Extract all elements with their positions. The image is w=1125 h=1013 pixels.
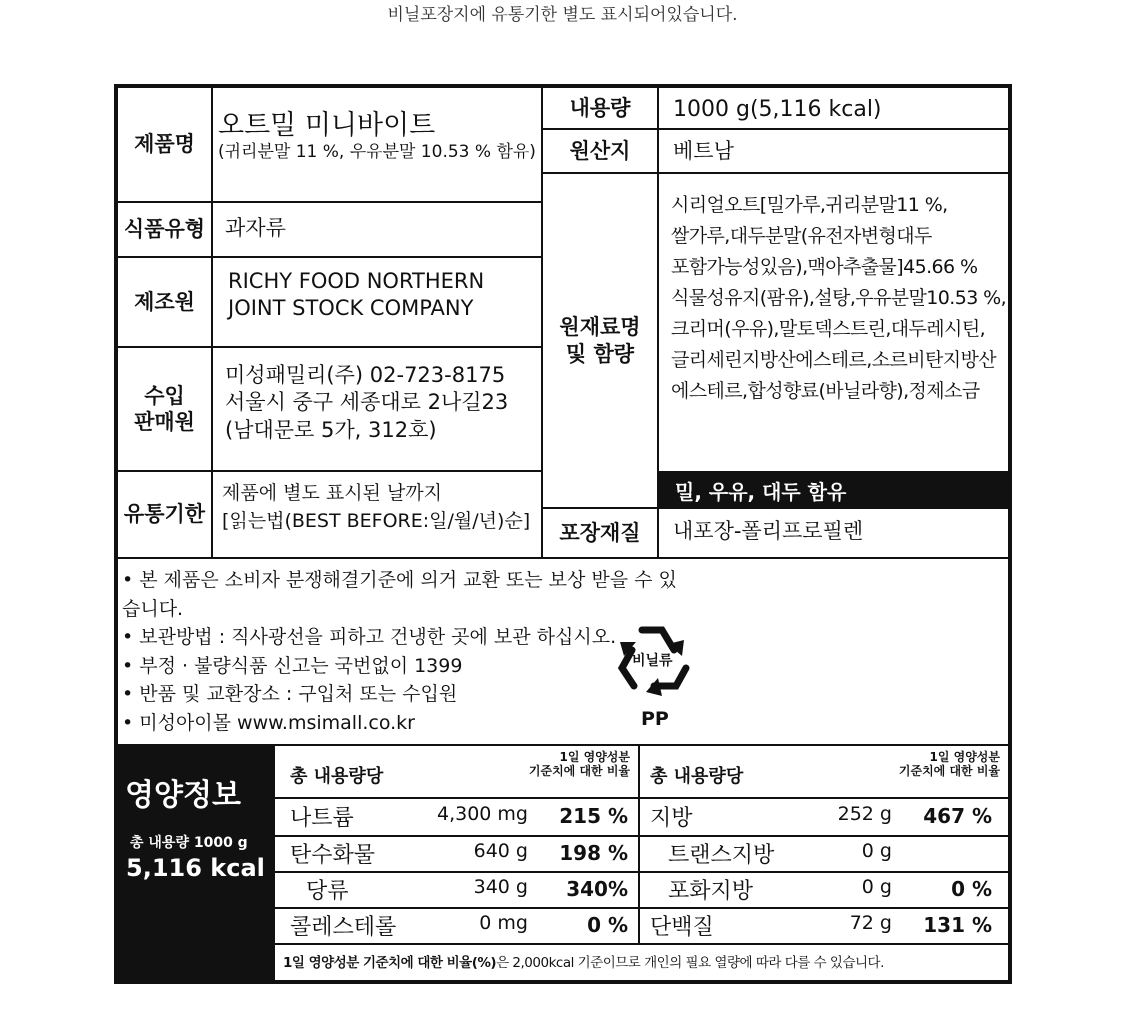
product-name-label: 제품명 bbox=[134, 132, 195, 157]
nutrient-name: 당류 bbox=[306, 879, 349, 904]
nutrition-title: 영양정보 bbox=[125, 778, 241, 813]
nutrient-percent: 0 % bbox=[951, 877, 992, 901]
ingredients-line: 글리세린지방산에스테르,소르비탄지방산 bbox=[671, 349, 997, 371]
nutrient-amount: 640 g bbox=[473, 840, 528, 862]
expiry-line1: 제품에 별도 표시된 날까지 bbox=[222, 482, 443, 504]
footnote-rest: 은 2,000kcal 기준이므로 개인의 필요 열량에 따라 다를 수 있습니다. bbox=[496, 955, 884, 971]
note-item: • 본 제품은 소비자 분쟁해결기준에 의거 교환 또는 보상 받을 수 있습니다. bbox=[122, 569, 677, 620]
ingredients-line: 시리얼오트[밀가루,귀리분말11 %, bbox=[671, 194, 948, 216]
nutrient-percent: 215 % bbox=[559, 804, 628, 828]
ingredients-line: 포함가능성있음),맥아추출물]45.66 % bbox=[671, 256, 978, 278]
ingredients-label-line1: 원재료명 bbox=[559, 315, 641, 340]
nutrient-name: 트랜스지방 bbox=[668, 843, 775, 868]
nutrient-name: 단백질 bbox=[650, 915, 714, 940]
maker-line1: RICHY FOOD NORTHERN bbox=[228, 269, 485, 293]
nutrient-percent: 131 % bbox=[923, 913, 992, 937]
expiry-value bbox=[222, 480, 530, 535]
importer-label-line1: 수입 bbox=[144, 383, 185, 408]
ingredients-line: 에스테르,합성향료(바닐라향),정제소금 bbox=[671, 380, 980, 402]
product-name-value bbox=[218, 110, 540, 165]
nutrition-footnote bbox=[283, 951, 1005, 971]
nutrient-amount: 340 g bbox=[473, 876, 528, 898]
nutrient-name: 나트륨 bbox=[290, 806, 354, 831]
per-total-label-left: 총 내용량당 bbox=[290, 766, 384, 787]
ingredients-line: 크리머(우유),말토덱스트린,대두레시틴, bbox=[671, 318, 986, 340]
nutrient-percent: 0 % bbox=[587, 913, 628, 937]
food-type-label: 식품유형 bbox=[123, 217, 206, 242]
importer-value bbox=[225, 362, 508, 444]
recycle-code: PP bbox=[641, 708, 669, 730]
food-type-value: 과자류 bbox=[225, 216, 286, 240]
importer-line2: 서울시 중구 세종대로 2나길23 bbox=[225, 390, 509, 415]
maker-value bbox=[228, 268, 484, 323]
importer-label bbox=[118, 348, 211, 470]
allergen-banner: 밀, 우유, 대두 함유 bbox=[659, 471, 1008, 507]
origin-value: 베트남 bbox=[673, 139, 734, 163]
recycle-inner-label: 비닐류 bbox=[632, 653, 673, 669]
nutrient-percent: 467 % bbox=[923, 804, 992, 828]
expiry-label: 유통기한 bbox=[123, 502, 206, 527]
note-item: • 반품 및 교환장소 : 구입처 또는 수입원 bbox=[122, 683, 458, 705]
daily-line2: 기준치에 대한 비율 bbox=[528, 764, 630, 779]
nutrient-name: 탄수화물 bbox=[290, 843, 376, 868]
product-name-main: 오트밀 미니바이트 bbox=[218, 110, 436, 141]
top-note: 비닐포장지에 유통기한 별도 표시되어있습니다. bbox=[387, 5, 738, 25]
packaging-value: 내포장-폴리프로필렌 bbox=[673, 519, 864, 543]
expiry-line2: [읽는법(BEST BEFORE:일/월/년)순] bbox=[222, 509, 531, 532]
note-item: • 부정 · 불량식품 신고는 국번없이 1399 bbox=[122, 654, 463, 677]
notes-list bbox=[122, 566, 682, 737]
nutrient-percent: 198 % bbox=[559, 841, 628, 865]
daily-line2: 기준치에 대한 비율 bbox=[898, 764, 1000, 779]
nutrient-name: 포화지방 bbox=[668, 879, 754, 904]
nutrient-amount: 252 g bbox=[837, 803, 892, 825]
footnote-bold: 1일 영양성분 기준치에 대한 비율(%) bbox=[283, 955, 497, 971]
nutrient-amount: 72 g bbox=[849, 912, 892, 934]
ingredients-label-line2: 및 함량 bbox=[565, 341, 635, 366]
importer-line1: 미성패밀리(주) 02-723-8175 bbox=[225, 363, 506, 387]
note-item: • 보관방법 : 직사광선을 피하고 건냉한 곳에 보관 하십시오. bbox=[122, 626, 617, 648]
nutrient-name: 콜레스테롤 bbox=[290, 915, 397, 940]
ingredients-label bbox=[543, 174, 657, 507]
ingredients-line: 쌀가루,대두분말(유전자변형대두 bbox=[671, 225, 932, 247]
importer-line3: (남대문로 5가, 312호) bbox=[225, 417, 437, 442]
daily-value-header-left bbox=[460, 750, 630, 779]
nutrition-total-kcal: 5,116 kcal bbox=[126, 854, 265, 882]
nutrient-name: 지방 bbox=[650, 806, 693, 831]
daily-value-header-right bbox=[830, 750, 1000, 779]
product-name-sub: (귀리분말 11 %, 우유분말 10.53 % 함유) bbox=[218, 142, 536, 163]
volume-label: 내용량 bbox=[569, 95, 631, 120]
nutrition-total-label: 총 내용량 1000 g bbox=[130, 835, 248, 851]
packaging-label: 포장재질 bbox=[559, 520, 641, 545]
origin-label: 원산지 bbox=[569, 138, 631, 163]
maker-label: 제조원 bbox=[134, 289, 195, 314]
nutrient-amount: 0 g bbox=[861, 876, 892, 898]
nutrition-panel bbox=[118, 746, 275, 980]
ingredients-list bbox=[671, 190, 1006, 407]
maker-line2: JOINT STOCK COMPANY bbox=[228, 296, 474, 321]
ingredients-line: 식물성유지(팜유),설탕,우유분말10.53 %, bbox=[671, 287, 1007, 309]
recycle-mark bbox=[606, 612, 702, 708]
per-total-label-right: 총 내용량당 bbox=[650, 766, 744, 787]
importer-label-line2: 판매원 bbox=[134, 410, 195, 434]
nutrient-amount: 4,300 mg bbox=[436, 803, 528, 825]
nutrient-amount: 0 g bbox=[861, 840, 892, 862]
volume-value: 1000 g(5,116 kcal) bbox=[673, 97, 882, 122]
daily-line1: 1일 영양성분 bbox=[929, 750, 1000, 764]
nutrient-percent: 340% bbox=[566, 877, 628, 901]
daily-line1: 1일 영양성분 bbox=[559, 750, 630, 764]
nutrient-amount: 0 mg bbox=[479, 912, 528, 934]
note-item: • 미성아이몰 www.msimall.co.kr bbox=[122, 711, 415, 734]
